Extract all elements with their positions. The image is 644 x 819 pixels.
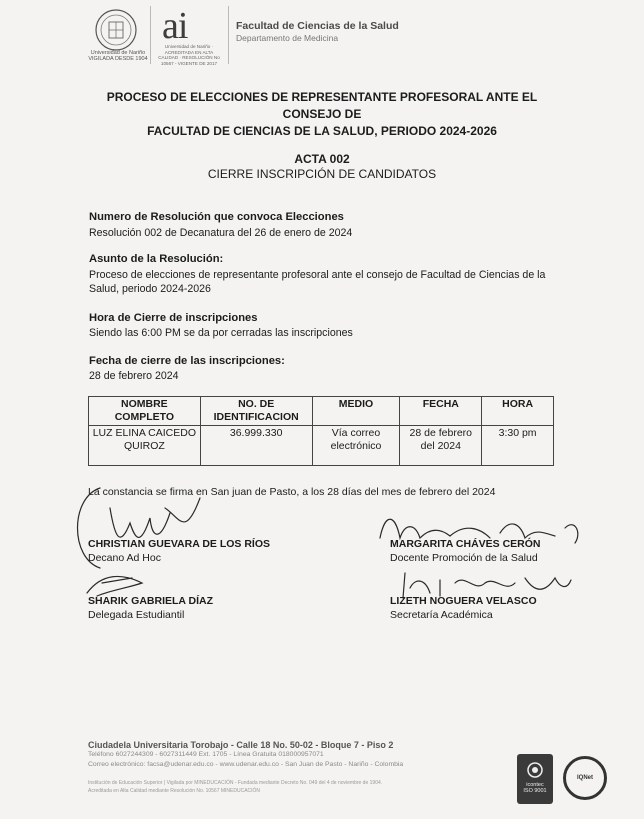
- fecha-label: Fecha de cierre de las inscripciones:: [89, 355, 285, 367]
- signature-block-delegada: [88, 594, 213, 622]
- acta-heading: [80, 152, 564, 182]
- resolucion-label: Numero de Resolución que convoca Elecciones: [89, 211, 344, 223]
- header-divider: [150, 6, 151, 64]
- candidates-table: [88, 396, 554, 466]
- footer-phones: Teléfono 6027244309 - 6027311449 Ext. 1705 - Línea Gratuita 018000957071: [88, 751, 324, 758]
- signatory-name: LIZETH NOGUERA VELASCO: [390, 595, 537, 607]
- resolucion-value: Resolución 002 de Decanatura del 26 de enero de 2024: [89, 227, 353, 239]
- signatory-role: Docente Promoción de la Salud: [390, 552, 538, 564]
- document-title: [80, 89, 564, 140]
- asunto-value: Proceso de elecciones de representante profesoral ante el consejo de Facultad de Ciencias de la Salud, periodo 2024-2026: [89, 269, 546, 295]
- ai-logo: ai: [162, 5, 188, 47]
- university-name: [88, 50, 148, 62]
- signatory-role: Secretaría Académica: [390, 609, 493, 621]
- signatory-name: SHARIK GABRIELA DÍAZ: [88, 595, 214, 607]
- signatory-name: CHRISTIAN GUEVARA DE LOS RÍOS: [88, 538, 271, 550]
- iqnet-certification-badge: IQNet: [563, 756, 607, 800]
- signatory-role: Decano Ad Hoc: [88, 552, 161, 564]
- university-seal-icon: [94, 8, 138, 52]
- faculty-name: Facultad de Ciencias de la Salud: [236, 20, 399, 32]
- signatory-role: Delegada Estudiantil: [88, 609, 185, 621]
- cell-time: 3:30 pm: [482, 426, 554, 466]
- icontec-icon: [525, 760, 545, 780]
- footer-email: Correo electrónico: facsa@udenar.edu.co - www.udenar.edu.co - San Juan de Pasto - Nariño - Colombia: [88, 761, 404, 768]
- letterhead: [88, 5, 568, 66]
- column-header: HORA: [482, 397, 554, 426]
- title-line: PROCESO DE ELECCIONES DE REPRESENTANTE PROFESORAL ANTE EL CONSEJO DE: [106, 90, 538, 121]
- column-header: FECHA: [400, 397, 482, 426]
- title-line: FACULTAD DE CIENCIAS DE LA SALUD, PERIODO 2024-2026: [147, 124, 497, 138]
- hora-label: Hora de Cierre de inscripciones: [89, 312, 258, 324]
- university-since: VIGILADA DESDE 1904: [88, 56, 148, 62]
- footer-legal: Acreditada en Alta Calidad mediante Resolución No. 10567 MINEDUCACIÓN: [88, 788, 261, 794]
- hora-value: Siendo las 6:00 PM se da por cerradas las inscripciones: [89, 327, 353, 339]
- cert-name: icontec: [526, 782, 544, 788]
- cell-date: 28 de febrero del 2024: [400, 426, 482, 466]
- column-header: NOMBRE COMPLETO: [89, 397, 201, 426]
- signatory-name: MARGARITA CHÁVES CERÓN: [390, 538, 541, 550]
- signature-block-docente: [390, 537, 541, 565]
- cert-code: ISO 9001: [523, 788, 547, 794]
- signature-block-secretaria: [390, 594, 537, 622]
- constancia-text: La constancia se firma en San juan de Pasto, a los 28 días del mes de febrero del 2024: [88, 486, 496, 498]
- university-line: Universidad de Nariño: [90, 50, 146, 56]
- column-header: MEDIO: [312, 397, 400, 426]
- icontec-certification-badge: [517, 754, 553, 804]
- column-header: NO. DE IDENTIFICACION: [200, 397, 312, 426]
- footer-legal: Institución de Educación Superior | Vigilada por MINEDUCACIÓN - Fundada mediante Decreto No. 049 del 4 de noviembre de 1904.: [88, 780, 383, 786]
- footer-address: Ciudadela Universitaria Torobajo - Calle 18 No. 50-02 - Bloque 7 - Piso 2: [88, 740, 394, 750]
- cell-name: LUZ ELINA CAICEDO QUIROZ: [89, 426, 201, 466]
- table-header-row: [89, 397, 554, 426]
- asunto-label: Asunto de la Resolución:: [89, 253, 224, 265]
- signature-block-decano: [88, 537, 270, 565]
- cell-medium: Vía correo electrónico: [312, 426, 400, 466]
- header-divider: [228, 6, 229, 64]
- accreditation-text: Universidad de Nariño · ACREDITADA EN ALTA CALIDAD · RESOLUCIÓN No 10567 - VIGENTE DE 2017: [158, 44, 220, 66]
- acta-number: ACTA 002: [294, 152, 350, 166]
- department-name: Departamento de Medicina: [236, 33, 339, 43]
- fecha-value: 28 de febrero 2024: [89, 370, 179, 382]
- cell-id: 36.999.330: [200, 426, 312, 466]
- acta-subject: CIERRE INSCRIPCIÓN DE CANDIDATOS: [207, 167, 437, 181]
- table-row: [89, 426, 554, 466]
